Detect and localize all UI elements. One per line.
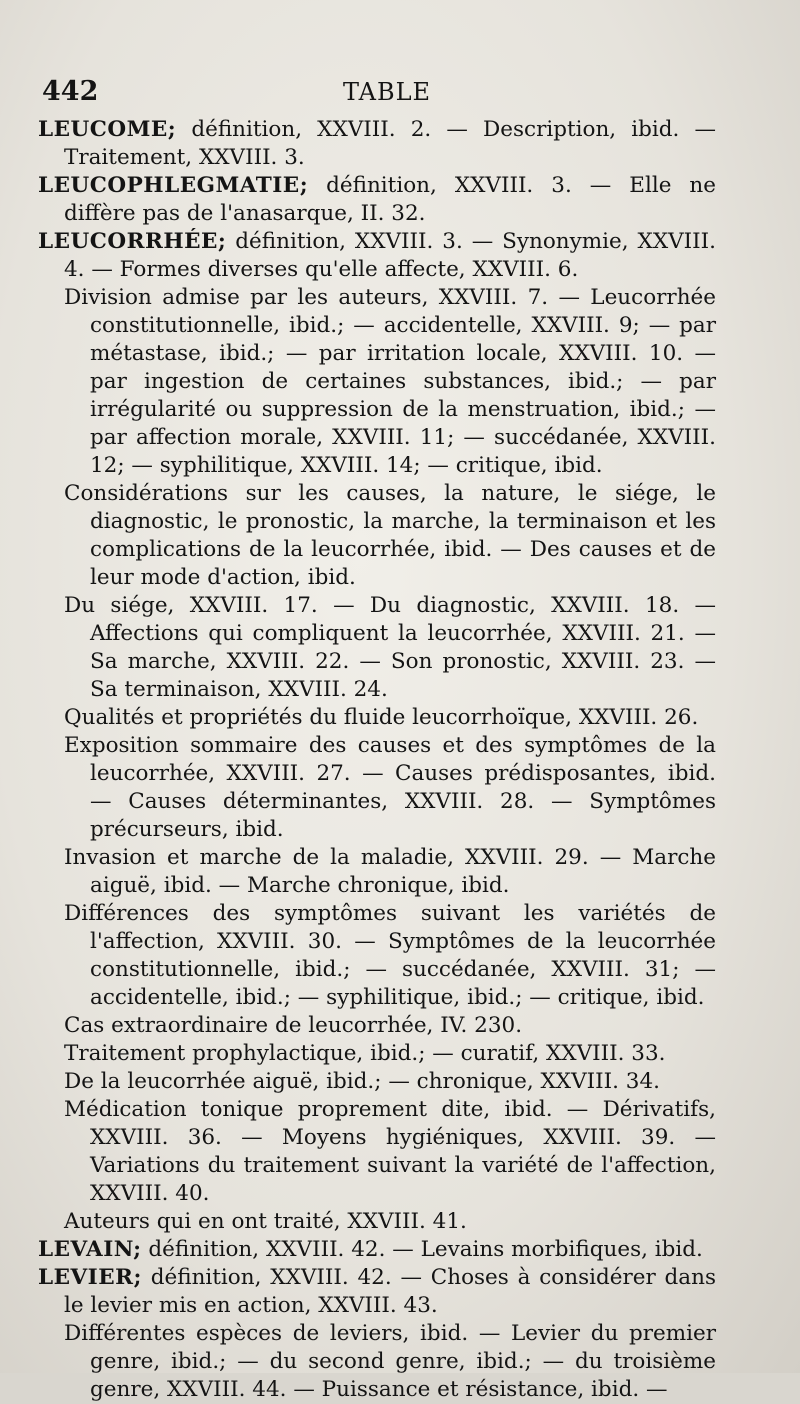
index-entry: LEUCORRHÉE; définition, XXVIII. 3. — Synonymie, XXVIII. 4. — Formes diverses qu'elle affecte, XXVIII. 6. <box>38 229 716 282</box>
index-entry: LEUCOME; définition, XXVIII. 2. — Description, ibid. — Traitement, XXVIII. 3. <box>38 117 716 170</box>
page-number: 442 <box>42 76 99 107</box>
index-subentry: Qualités et propriétés du fluide leucorrhoïque, XXVIII. 26. <box>64 705 699 730</box>
index-subentry: Médication tonique proprement dite, ibid. — Dérivatifs, XXVIII. 36. — Moyens hygiéniques, XXVIII. 39. — Variations du traitement suivant la variété de l'affection, XXVIII. 40. <box>64 1097 716 1206</box>
running-title: TABLE <box>342 78 432 106</box>
index-entries <box>38 116 716 1404</box>
index-subentry: Traitement prophylactique, ibid.; — curatif, XXVIII. 33. <box>64 1041 666 1066</box>
index-subentry: Considérations sur les causes, la nature, le siége, le diagnostic, le pronostic, la marche, la terminaison et les complications de la leucorrhée, ibid. — Des causes et de leur mode d'action, ibid. <box>64 481 716 590</box>
index-subentry: Auteurs qui en ont traité, XXVIII. 41. <box>64 1209 467 1234</box>
index-entry: LEVAIN; définition, XXVIII. 42. — Levains morbifiques, ibid. <box>38 1237 703 1262</box>
index-entry: LEVIER; définition, XXVIII. 42. — Choses à considérer dans le levier mis en action, XXVIII. 43. <box>38 1265 716 1318</box>
index-subentry: Différentes espèces de leviers, ibid. — Levier du premier genre, ibid.; — du second genre, ibid.; — du troisième genre, XXVIII. 44. — Puissance et résistance, ibid. — <box>64 1321 716 1402</box>
index-subentry: Cas extraordinaire de leucorrhée, IV. 230. <box>64 1013 523 1038</box>
index-subentry: Invasion et marche de la maladie, XXVIII. 29. — Marche aiguë, ibid. — Marche chronique, ibid. <box>64 845 716 898</box>
index-subentry: De la leucorrhée aiguë, ibid.; — chronique, XXVIII. 34. <box>64 1069 660 1094</box>
index-subentry: Division admise par les auteurs, XXVIII. 7. — Leucorrhée constitutionnelle, ibid.; — accidentelle, XXVIII. 9; — par métastase, ibid.; — par irritation locale, XXVIII. 10. — par ingestion de certaines substances, ibid.; — par irrégularité ou suppression de la menstruation, ibid.; — par affection morale, XXVIII. 11; — succédanée, XXVIII. 12; — syphilitique, XXVIII. 14; — critique, ibid. <box>64 285 716 478</box>
index-entry: LEUCOPHLEGMATIE; définition, XXVIII. 3. — Elle ne diffère pas de l'anasarque, II. 32. <box>38 173 716 226</box>
index-subentry: Du siége, XXVIII. 17. — Du diagnostic, XXVIII. 18. — Affections qui compliquent la leucorrhée, XXVIII. 21. — Sa marche, XXVIII. 22. — Son pronostic, XXVIII. 23. — Sa terminaison, XXVIII. 24. <box>64 593 716 702</box>
index-subentry: Exposition sommaire des causes et des symptômes de la leucorrhée, XXVIII. 27. — Causes prédisposantes, ibid. — Causes déterminantes, XXVIII. 28. — Symptômes précurseurs, ibid. <box>64 733 716 842</box>
page-header <box>38 76 716 116</box>
index-subentry: Différences des symptômes suivant les variétés de l'affection, XXVIII. 30. — Symptômes de la leucorrhée constitutionnelle, ibid.; — succédanée, XXVIII. 31; — accidentelle, ibid.; — syphilitique, ibid.; — critique, ibid. <box>64 901 716 1010</box>
